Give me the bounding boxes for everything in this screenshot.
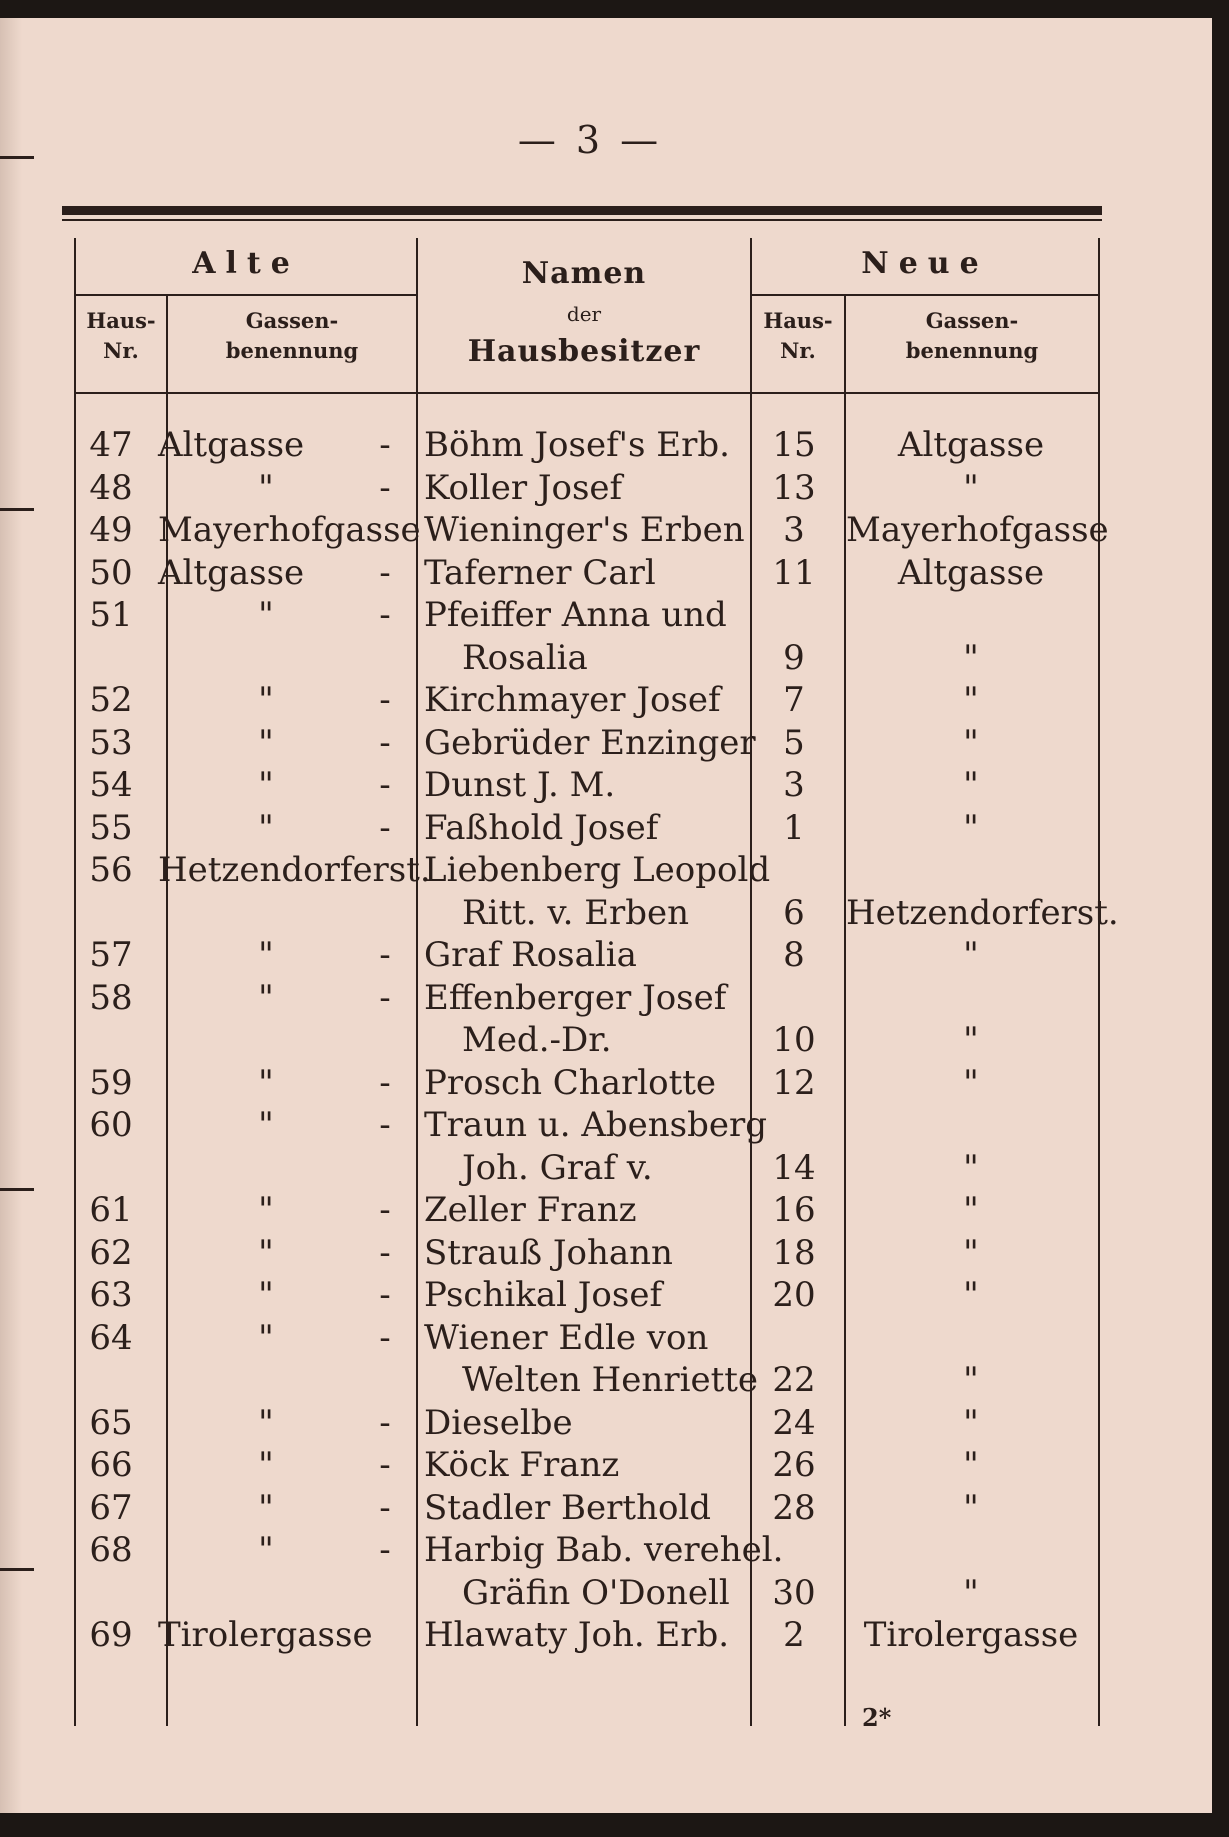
dash-mark: - — [379, 935, 391, 975]
old-street-name: " — [258, 467, 274, 508]
new-house-number: 26 — [772, 1445, 816, 1485]
dash-mark: - — [379, 1317, 391, 1358]
new-house-number: 7 — [783, 680, 805, 720]
old-street-name: Mayerhofgasse — [158, 510, 421, 550]
table-row — [62, 1189, 1102, 1232]
owner-name: Effenberger Josef — [424, 977, 727, 1018]
old-street-name: Tirolergasse — [158, 1615, 373, 1655]
table-row — [62, 1062, 1102, 1105]
dash-mark: - — [379, 807, 391, 848]
header-old-street: Gassen- benennung — [225, 308, 359, 363]
old-street-name: " — [258, 1190, 274, 1230]
new-street-name: " — [963, 1487, 979, 1528]
new-street-name: " — [963, 1147, 979, 1188]
owner-name: Liebenberg Leopold — [424, 850, 771, 890]
old-street-name: " — [258, 1317, 274, 1358]
old-house-number: 67 — [89, 1487, 133, 1528]
owner-name: Harbig Bab. verehel. — [424, 1530, 784, 1570]
dash-mark: - — [379, 552, 391, 593]
table-row — [62, 1317, 1102, 1402]
new-street-name: Hetzendorferst. — [846, 892, 1119, 933]
old-street-name: " — [258, 1275, 274, 1315]
owner-name: Rosalia — [462, 637, 588, 678]
old-street-name: " — [258, 595, 274, 635]
old-house-number: 66 — [89, 1445, 133, 1485]
owner-name: Faßhold Josef — [424, 807, 659, 848]
old-house-number: 49 — [89, 510, 133, 550]
owner-name: Joh. Graf v. — [462, 1147, 653, 1188]
old-house-number: 50 — [89, 552, 133, 593]
dash-mark: - — [379, 595, 391, 635]
table-row — [62, 1274, 1102, 1317]
new-street-name: " — [963, 1020, 979, 1060]
new-house-number: 11 — [772, 552, 816, 593]
new-house-number: 8 — [783, 935, 805, 975]
table-row — [62, 977, 1102, 1062]
new-street-name: " — [963, 1232, 979, 1273]
table-row — [62, 807, 1102, 850]
new-house-number: 2 — [783, 1615, 805, 1655]
new-house-number: 12 — [772, 1062, 816, 1103]
binding-edge — [0, 18, 22, 1813]
table-row — [62, 679, 1102, 722]
dash-mark: - — [379, 1487, 391, 1528]
new-house-number: 22 — [772, 1360, 816, 1400]
old-house-number: 59 — [89, 1062, 133, 1103]
table-row — [62, 1444, 1102, 1487]
header-bottom-rule — [74, 392, 1100, 394]
document-page — [0, 18, 1212, 1813]
old-house-number: 61 — [89, 1190, 133, 1230]
new-street-name: " — [963, 1445, 979, 1485]
old-street-name: " — [258, 1232, 274, 1273]
new-house-number: 18 — [772, 1232, 816, 1273]
old-house-number: 47 — [89, 425, 133, 465]
owner-name: Graf Rosalia — [424, 935, 637, 975]
header-names-mid: der — [566, 302, 602, 326]
old-street-name: " — [258, 1445, 274, 1485]
new-street-name: " — [963, 765, 979, 805]
old-house-number: 58 — [89, 977, 133, 1018]
old-street-name: Altgasse — [158, 425, 305, 465]
dash-mark: - — [379, 1402, 391, 1443]
header-new-house-nr: Haus- Nr. — [763, 308, 833, 363]
owner-name: Gebrüder Enzinger — [424, 722, 756, 763]
owner-name: Prosch Charlotte — [424, 1062, 717, 1103]
new-house-number: 20 — [772, 1275, 816, 1315]
old-street-name: Altgasse — [158, 552, 305, 593]
table-row — [62, 509, 1109, 552]
new-street-name: " — [963, 1190, 979, 1230]
signature-mark: 2* — [862, 1703, 892, 1732]
table-row — [62, 849, 1119, 934]
owner-name: Med.-Dr. — [462, 1020, 612, 1060]
owner-name: Dieselbe — [424, 1402, 573, 1443]
dash-mark: - — [379, 1530, 391, 1570]
owner-name: Hlawaty Joh. Erb. — [424, 1615, 730, 1655]
dash-mark: - — [379, 1275, 391, 1315]
table-row — [62, 424, 1102, 467]
new-house-number: 15 — [772, 425, 816, 465]
binding-stitch — [0, 1568, 34, 1571]
new-street-name: Mayerhofgasse — [846, 510, 1109, 550]
dash-mark: - — [379, 722, 391, 763]
old-street-name: " — [258, 765, 274, 805]
header-rule — [74, 294, 418, 296]
new-house-number: 6 — [783, 892, 805, 933]
table-row — [62, 552, 1102, 595]
owner-name: Kirchmayer Josef — [424, 680, 721, 720]
new-street-name: " — [963, 722, 979, 763]
old-street-name: " — [258, 1530, 274, 1570]
old-house-number: 62 — [89, 1232, 133, 1273]
new-street-name: " — [963, 935, 979, 975]
old-street-name: " — [258, 1105, 274, 1145]
owner-name: Köck Franz — [424, 1445, 620, 1485]
new-house-number: 16 — [772, 1190, 816, 1230]
old-street-name: " — [258, 1062, 274, 1103]
owner-name: Taferner Carl — [424, 552, 656, 593]
old-street-name: " — [258, 807, 274, 848]
header-rule — [750, 294, 1100, 296]
table-top-rule — [62, 206, 1102, 215]
new-house-number: 14 — [772, 1147, 816, 1188]
old-street-name: Hetzendorferst. — [158, 850, 431, 890]
new-street-name: Altgasse — [897, 425, 1045, 465]
dash-mark: - — [379, 765, 391, 805]
table-row — [62, 1487, 1102, 1530]
owner-name: Pfeiffer Anna und — [424, 595, 727, 635]
dash-mark: - — [379, 425, 391, 465]
new-street-name: " — [963, 1572, 979, 1613]
owner-name: Gräfin O'Donell — [462, 1572, 730, 1613]
dash-mark: - — [379, 1232, 391, 1273]
new-street-name: " — [963, 1062, 979, 1103]
owner-name: Traun u. Abensberg — [424, 1105, 768, 1145]
new-house-number: 3 — [783, 510, 805, 550]
new-street-name: Tirolergasse — [863, 1615, 1079, 1655]
new-house-number: 28 — [772, 1487, 816, 1528]
old-house-number: 48 — [89, 467, 133, 508]
owner-name: Zeller Franz — [424, 1190, 637, 1230]
dash-mark: - — [379, 1190, 391, 1230]
old-house-number: 60 — [89, 1105, 133, 1145]
old-house-number: 63 — [89, 1275, 133, 1315]
table-top-rule-thin — [62, 219, 1102, 221]
old-street-name: " — [258, 722, 274, 763]
old-house-number: 64 — [89, 1317, 133, 1358]
dash-mark: - — [379, 467, 391, 508]
table-row — [62, 722, 1102, 765]
dash-mark: - — [379, 1445, 391, 1485]
binding-stitch — [0, 156, 34, 159]
binding-stitch — [0, 1188, 34, 1191]
table-row — [62, 1614, 1102, 1657]
old-street-name: " — [258, 1402, 274, 1443]
owner-name: Wiener Edle von — [424, 1317, 709, 1358]
owner-name: Böhm Josef's Erb. — [424, 425, 730, 465]
dash-mark: - — [379, 1105, 391, 1145]
header-old-house-nr: Haus- Nr. — [86, 308, 156, 363]
old-house-number: 57 — [89, 935, 133, 975]
new-house-number: 30 — [772, 1572, 816, 1613]
old-street-name: " — [258, 977, 274, 1018]
old-house-number: 53 — [89, 722, 133, 763]
old-house-number: 52 — [89, 680, 133, 720]
new-house-number: 9 — [783, 637, 805, 678]
new-street-name: " — [963, 680, 979, 720]
new-street-name: " — [963, 1402, 979, 1443]
old-house-number: 55 — [89, 807, 133, 848]
new-street-name: " — [963, 807, 979, 848]
owner-name: Koller Josef — [424, 467, 623, 508]
new-street-name: " — [963, 467, 979, 508]
new-street-name: Altgasse — [897, 552, 1045, 593]
owner-name: Dunst J. M. — [424, 765, 616, 805]
new-house-number: 1 — [783, 807, 805, 848]
old-house-number: 51 — [89, 595, 133, 635]
old-street-name: " — [258, 680, 274, 720]
dash-mark: - — [379, 680, 391, 720]
owner-name: Stadler Berthold — [424, 1487, 712, 1528]
old-house-number: 54 — [89, 765, 133, 805]
new-street-name: " — [963, 1360, 979, 1400]
table-row — [62, 467, 1102, 510]
old-street-name: " — [258, 1487, 274, 1528]
new-house-number: 5 — [783, 722, 805, 763]
header-new-street: Gassen- benennung — [905, 308, 1039, 363]
table-row — [62, 1529, 1102, 1614]
header-old-group: Alte — [192, 246, 300, 281]
table-row — [62, 1232, 1102, 1275]
owner-name: Wieninger's Erben — [424, 510, 745, 550]
old-house-number: 56 — [89, 850, 133, 890]
owner-name: Strauß Johann — [424, 1232, 673, 1273]
table-row — [62, 1104, 1102, 1189]
table-row — [62, 934, 1102, 977]
old-street-name: " — [258, 935, 274, 975]
new-house-number: 13 — [772, 467, 816, 508]
table-row — [62, 594, 1102, 679]
page-number: — 3 — — [517, 118, 663, 162]
new-house-number: 24 — [772, 1402, 816, 1443]
new-house-number: 10 — [772, 1020, 816, 1060]
header-names-top: Namen — [521, 256, 647, 291]
new-house-number: 3 — [783, 765, 805, 805]
old-house-number: 65 — [89, 1402, 133, 1443]
owner-name: Pschikal Josef — [424, 1275, 663, 1315]
header-names-bottom: Hausbesitzer — [467, 334, 701, 369]
old-house-number: 68 — [89, 1530, 133, 1570]
owner-name: Ritt. v. Erben — [462, 892, 690, 933]
table-row — [62, 764, 1102, 807]
owner-name: Welten Henriette — [462, 1360, 759, 1400]
new-street-name: " — [963, 637, 979, 678]
dash-mark: - — [379, 977, 391, 1018]
register-rows — [62, 424, 1119, 1657]
table-row — [62, 1402, 1102, 1445]
binding-stitch — [0, 508, 34, 511]
dash-mark: - — [379, 1062, 391, 1103]
header-new-group: Neue — [861, 246, 989, 281]
new-street-name: " — [963, 1275, 979, 1315]
old-house-number: 69 — [89, 1615, 133, 1655]
